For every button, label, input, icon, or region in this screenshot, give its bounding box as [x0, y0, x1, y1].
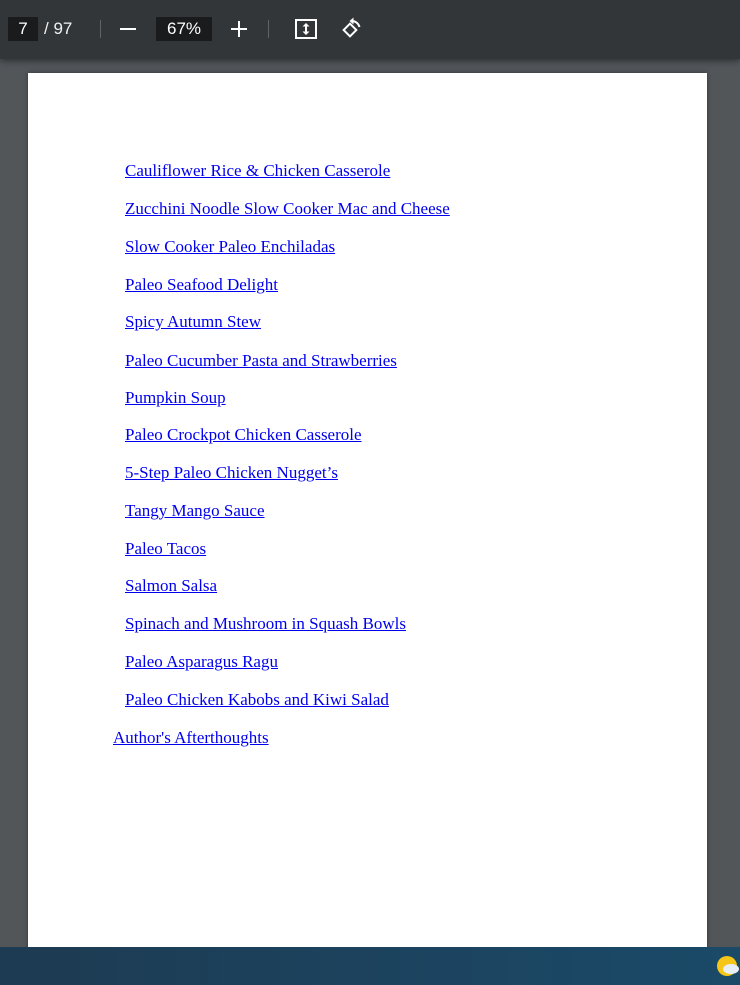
- toc-link[interactable]: Tangy Mango Sauce: [125, 501, 265, 520]
- pdf-toolbar: [0, 0, 740, 59]
- document-viewer[interactable]: [0, 59, 740, 947]
- toc-link[interactable]: 5-Step Paleo Chicken Nugget’s: [125, 463, 338, 482]
- toc-link[interactable]: Pumpkin Soup: [125, 388, 226, 407]
- fit-page-icon: [292, 15, 320, 43]
- toc-link[interactable]: Spicy Autumn Stew: [125, 312, 262, 331]
- toc-link[interactable]: Paleo Chicken Kabobs and Kiwi Salad: [125, 690, 389, 709]
- zoom-level-input[interactable]: 67%: [156, 17, 212, 41]
- toc-link[interactable]: Slow Cooker Paleo Enchiladas: [125, 237, 336, 256]
- zoom-in-button[interactable]: [225, 15, 253, 43]
- toc-link[interactable]: Paleo Seafood Delight: [125, 275, 278, 294]
- minus-icon: [114, 15, 142, 43]
- toc-link[interactable]: Paleo Crockpot Chicken Casserole: [125, 425, 362, 444]
- toc-link[interactable]: Zucchini Noodle Slow Cooker Mac and Cheese: [125, 199, 450, 218]
- toc-link[interactable]: Author's Afterthoughts: [113, 728, 269, 747]
- fit-to-page-button[interactable]: [292, 15, 320, 43]
- toc-link[interactable]: Salmon Salsa: [125, 576, 218, 595]
- page-number-input[interactable]: 7: [8, 17, 38, 41]
- rotate-button[interactable]: [337, 15, 365, 43]
- weather-icon[interactable]: [714, 953, 740, 979]
- toc-link[interactable]: Paleo Cucumber Pasta and Strawberries: [125, 351, 397, 370]
- toc-link[interactable]: Cauliflower Rice & Chicken Casserole: [125, 161, 391, 180]
- plus-icon: [225, 15, 253, 43]
- taskbar: [0, 947, 740, 985]
- toc-link[interactable]: Spinach and Mushroom in Squash Bowls: [125, 614, 406, 633]
- pdf-page: [28, 73, 707, 947]
- toc-link[interactable]: Paleo Asparagus Ragu: [125, 652, 278, 671]
- toc-link[interactable]: Paleo Tacos: [125, 539, 207, 558]
- rotate-icon: [337, 15, 365, 43]
- toolbar-divider: [268, 20, 269, 38]
- page-total-label: / 97: [44, 19, 73, 38]
- zoom-out-button[interactable]: [114, 15, 142, 43]
- toolbar-divider: [100, 20, 101, 38]
- weather-icon-graphic: [714, 953, 740, 979]
